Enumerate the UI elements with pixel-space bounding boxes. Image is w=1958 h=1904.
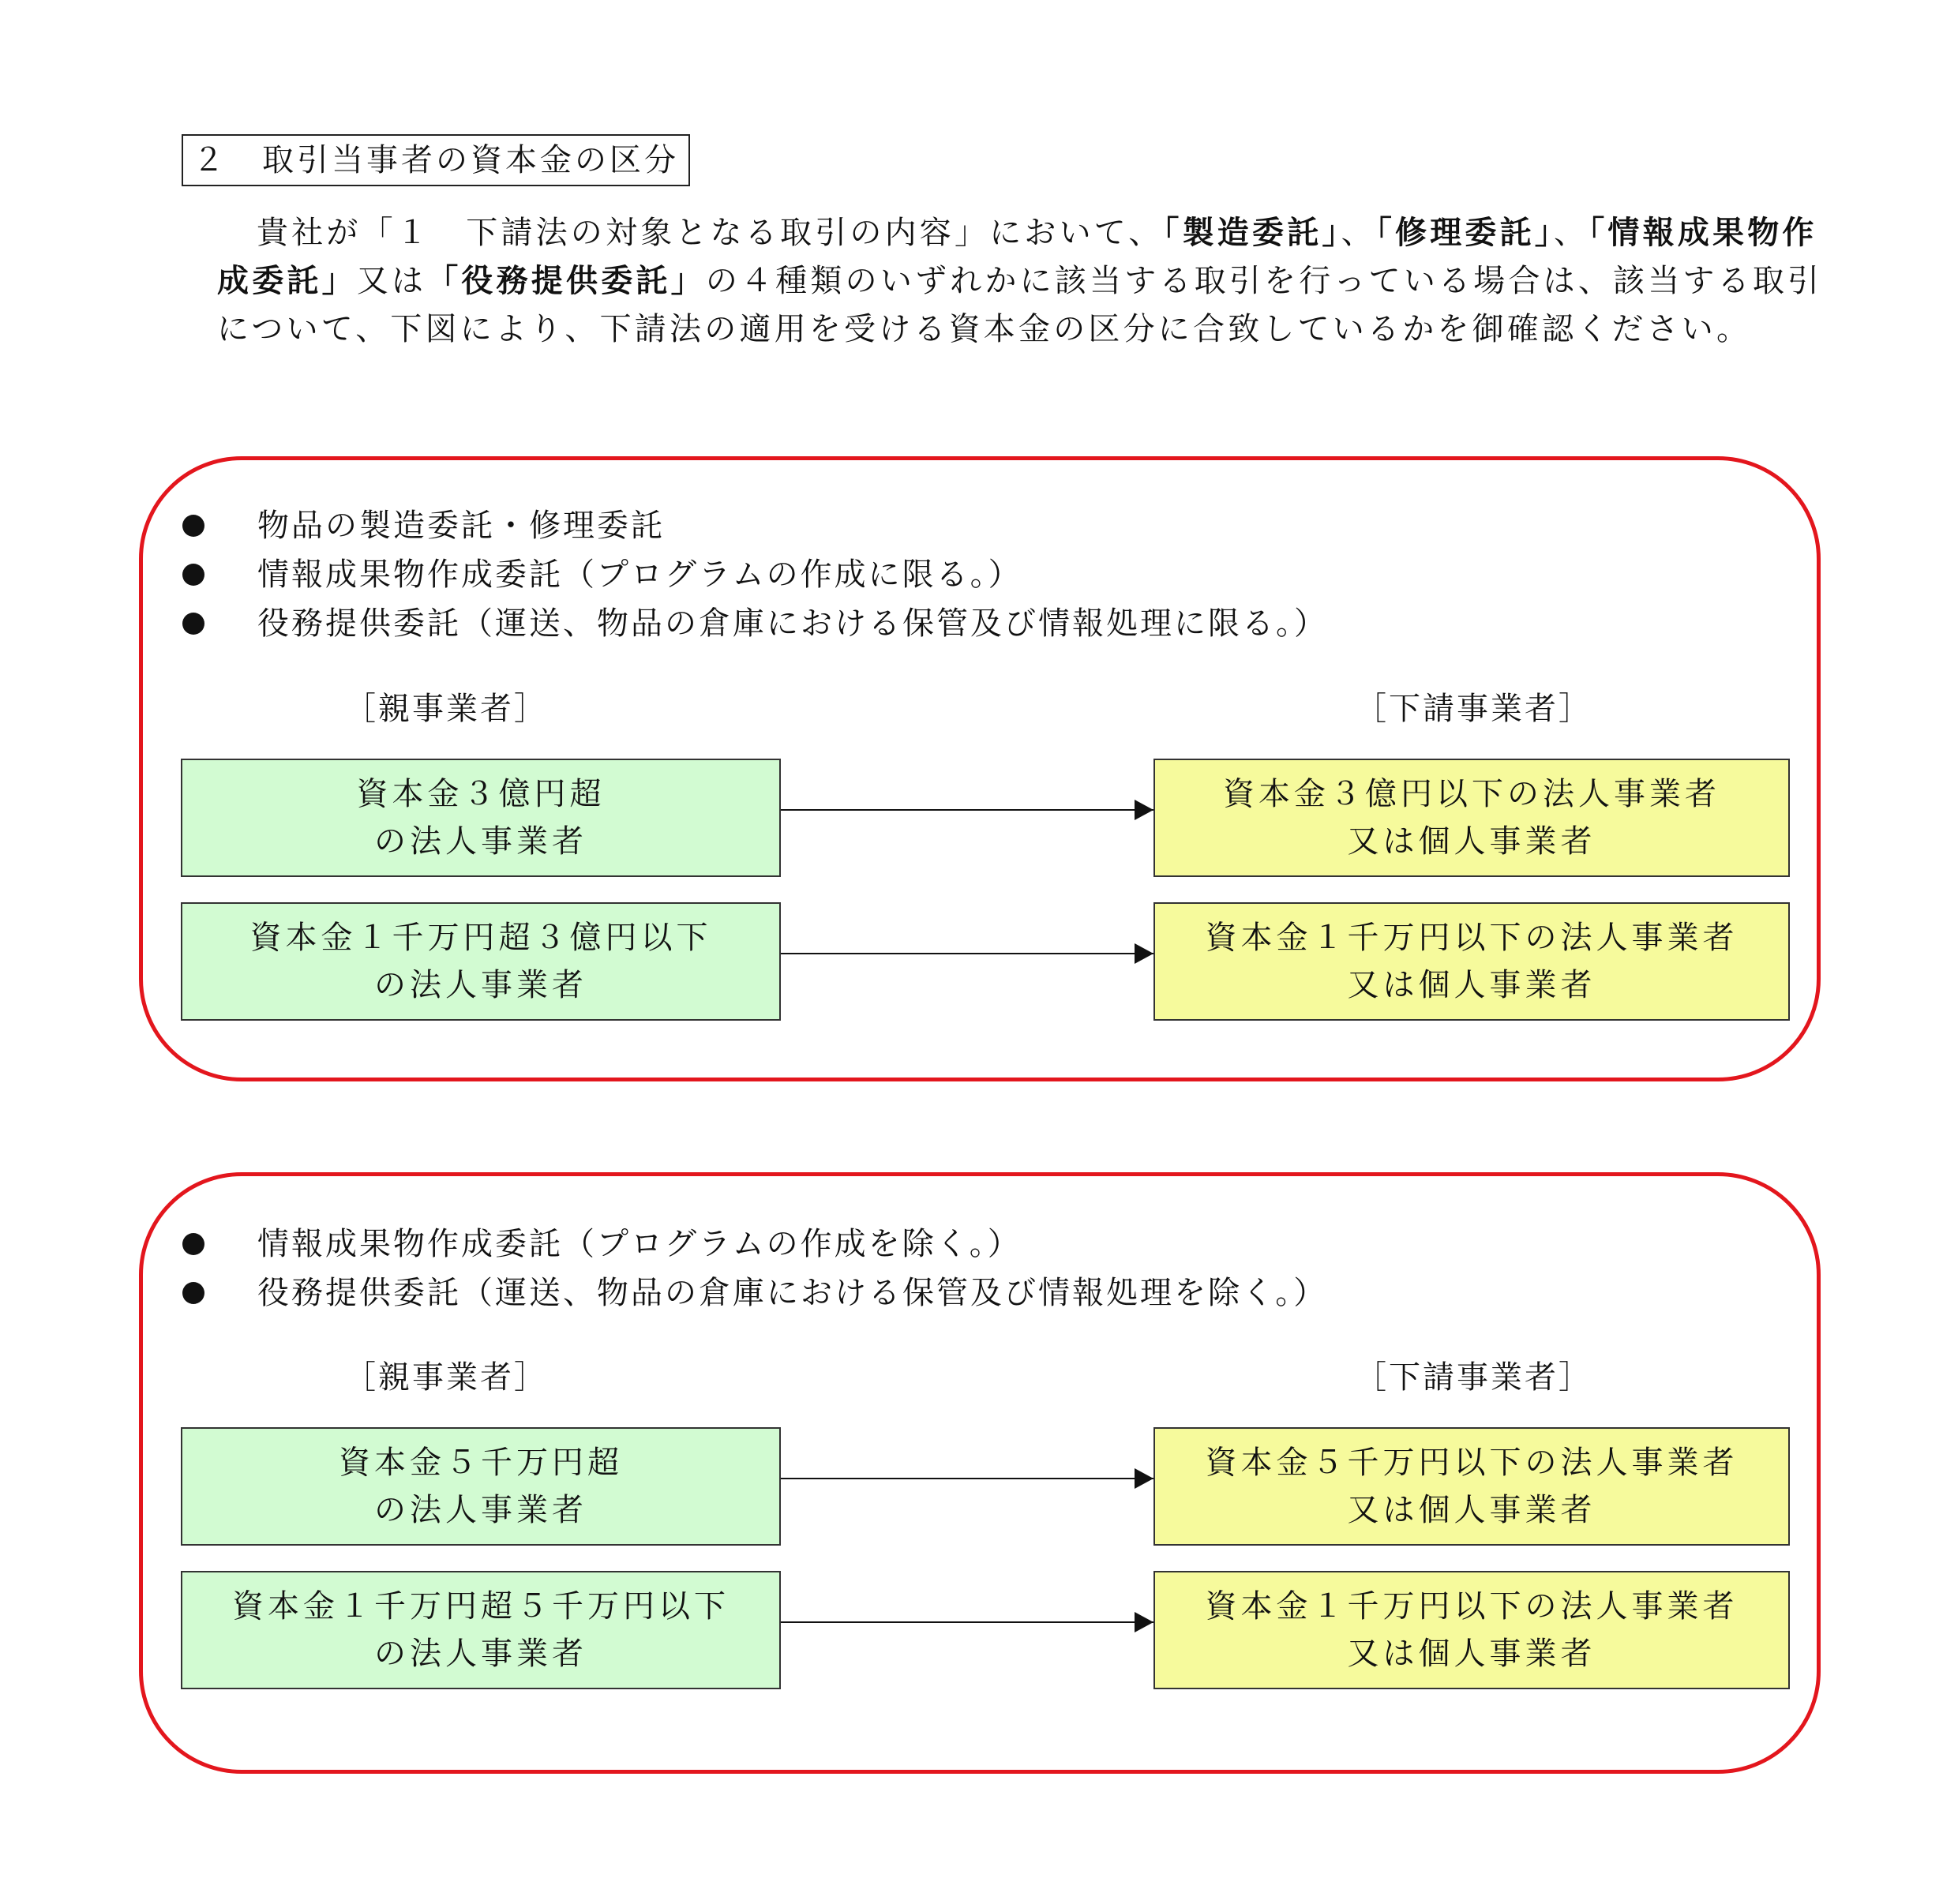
box-line: 又は個人事業者 <box>1347 823 1596 860</box>
intro-term-repair: 「修理委託」 <box>1375 215 1555 251</box>
box-line: 又は個人事業者 <box>1347 1492 1596 1528</box>
intro-text-3: の４種類のいずれかに該当する取引を行っている場合は、該当する取引について、下図により、下請法の適用を受ける資本金の区分に合致しているかを御確認ください。 <box>217 263 1823 347</box>
capital-panel-2 <box>139 1172 1821 1774</box>
box-line: 資本金５千万円超 <box>339 1445 623 1481</box>
list-item <box>182 1269 1327 1317</box>
bullet-icon <box>182 515 204 537</box>
box-line: 又は個人事業者 <box>1347 1636 1596 1672</box>
box-line: 資本金５千万円以下の法人事業者 <box>1205 1445 1739 1481</box>
parent-box <box>181 759 781 877</box>
arrow-icon <box>781 809 1153 811</box>
subcontractor-box <box>1153 1571 1790 1689</box>
capital-panel-1 <box>139 456 1821 1081</box>
arrow-icon <box>781 1478 1153 1479</box>
bullet-icon <box>182 1282 204 1304</box>
transaction-type-list <box>182 1220 1327 1317</box>
list-item <box>182 1220 1327 1269</box>
box-line: 資本金１千万円超３億円以下 <box>249 920 712 956</box>
intro-text-2: 又は <box>356 263 427 299</box>
intro-paragraph <box>217 209 1828 354</box>
box-line: 資本金１千万円以下の法人事業者 <box>1205 920 1739 956</box>
box-line: 資本金１千万円以下の法人事業者 <box>1205 1588 1739 1625</box>
parent-box <box>181 1571 781 1689</box>
intro-separator: 、 <box>1341 215 1376 251</box>
box-line: の法人事業者 <box>374 1492 587 1528</box>
list-item-text: 物品の製造委託・修理委託 <box>257 508 665 544</box>
subcontractor-label: ［下請事業者］ <box>1355 691 1592 727</box>
box-line: 資本金３億円超 <box>356 776 606 812</box>
list-item <box>182 501 1328 550</box>
arrow-icon <box>781 953 1153 954</box>
list-item <box>182 599 1328 648</box>
subcontractor-label: ［下請事業者］ <box>1355 1359 1592 1396</box>
bullet-icon <box>182 1233 204 1255</box>
box-line: 資本金３億円以下の法人事業者 <box>1223 776 1720 812</box>
box-line: の法人事業者 <box>374 967 587 1003</box>
box-line: の法人事業者 <box>374 823 587 860</box>
box-line: 資本金１千万円超５千万円以下 <box>232 1588 730 1625</box>
subcontractor-box <box>1153 759 1790 877</box>
arrow-icon <box>781 1621 1153 1623</box>
list-item-text: 情報成果物作成委託（プログラムの作成に限る。） <box>257 557 1022 593</box>
bullet-icon <box>182 564 204 586</box>
intro-term-information: 「情報成果物作成委託」 <box>217 215 1817 299</box>
list-item-text: 役務提供委託（運送、物品の倉庫における保管及び情報処理を除く。） <box>257 1275 1328 1311</box>
list-item-text: 役務提供委託（運送、物品の倉庫における保管及び情報処理に限る。） <box>257 605 1328 642</box>
intro-text-1: 貴社が「１ 下請法の対象となる取引の内容」において、 <box>257 215 1164 251</box>
transaction-type-list <box>182 501 1328 648</box>
intro-term-manufacturing: 「製造委託」 <box>1163 215 1341 251</box>
box-line: 又は個人事業者 <box>1347 967 1596 1003</box>
bullet-icon <box>182 613 204 635</box>
list-item-text: 情報成果物作成委託（プログラムの作成を除く。） <box>257 1226 1022 1262</box>
section-heading: ２ 取引当事者の資本金の区分 <box>182 134 690 186</box>
intro-separator: 、 <box>1554 215 1589 251</box>
parent-label: ［親事業者］ <box>344 1359 548 1396</box>
list-item <box>182 550 1328 599</box>
parent-box <box>181 1427 781 1546</box>
parent-box <box>181 902 781 1021</box>
box-line: の法人事業者 <box>374 1636 587 1672</box>
subcontractor-box <box>1153 902 1790 1021</box>
intro-term-service: 「役務提供委託」 <box>426 263 706 299</box>
parent-label: ［親事業者］ <box>344 691 548 727</box>
subcontractor-box <box>1153 1427 1790 1546</box>
